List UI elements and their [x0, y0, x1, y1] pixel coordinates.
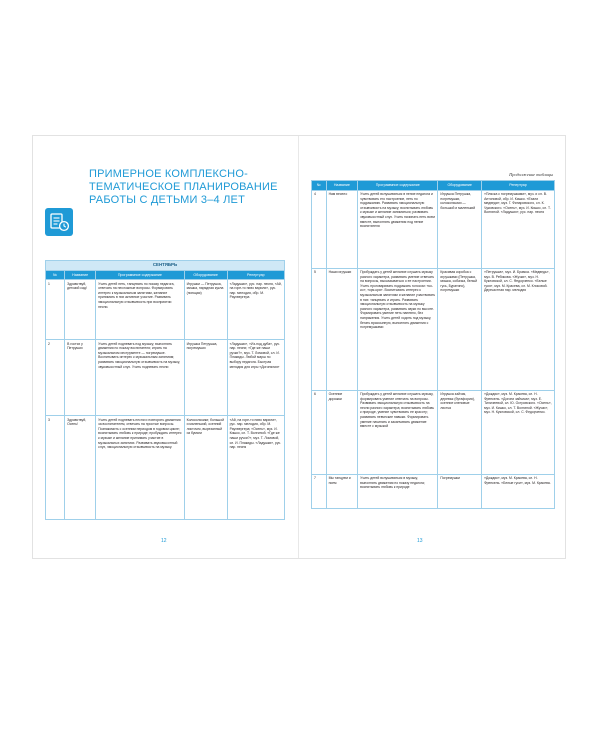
cell-name: Осенние дорожки	[326, 390, 358, 474]
cell-program: Пробуждать у детей желание слушать музыку разного характера, развивать умение отвечать на вопросы, высказываться о ее настроении. Учить проговаривать подражать голосом: «ко-ко», «кря-кря». Воспитывать интерес к музыкальным занятиям и желание участвовать в них: танцевать и играть. Развивать эмоциональную отзывчивость на музыку разного характера, развивать звуки по высоте. Формировать умение петь напевно, без напряжения. Учить детей ходить под музыку, бегать врассыпную, выполнять движения с погремушками	[358, 268, 438, 390]
cell-num: 4	[312, 190, 327, 268]
cell-repertoire: «Ай, на горе-то пиво варили», рус. нар. мелодия, обр. М. Раухвергера; «Осень», муз. И. Кишко, сл. Т. Волгиной. «Где же наши ручки?», муз. Т. Ломовой, сл. И. Плакиды. «Ладушки», рус. нар. песня	[227, 416, 284, 520]
cell-num: 1	[46, 280, 65, 340]
month-row	[46, 261, 285, 271]
cell-repertoire: «Ладушки», рус. нар. песня, «Ай, на горе-то пиво варили», рус. нар. мелодия, обр. М. Раухвергера	[227, 280, 284, 340]
cell-repertoire: «Дождик», муз. М. Красева, сл. Н. Френкель. «Белые гуси», муз. М. Красева.	[482, 474, 555, 508]
cell-name: Мы танцуем и поем	[326, 474, 358, 508]
table-row	[312, 390, 555, 474]
table-row	[312, 268, 555, 390]
cell-program: Пробуждать у детей желание слушать музыку, формировать умение отвечать на вопросы. Развивать эмоциональную отзывчивость на песни разного характера; воспитывать любовь к природе, умение чувствовать ее красоту; развивать певческие навыки. Формировать умение начинать и заканчивать движение вместе с музыкой	[358, 390, 438, 474]
book-spread	[32, 135, 566, 559]
cell-program: Учить детей подпевать песни и повторять движения за воспитателем, отвечать на простые вопросы. Познакомить с осенним периодом в годовом цикле; воспитывать любовь к природе; пробуждать интерес к музыке и желание принимать участие в музыкальных занятиях. Развивать звуковысотный слух, эмоциональную отзывчивость на музыку.	[96, 416, 184, 520]
page-title	[89, 168, 289, 207]
cell-repertoire: «Петрушка», муз. И. Брамса. «Медведь», муз. В. Ребикова. «Жучки», муз. Н. Кукловской, сл. С. Федорченко. «Белые гуси», муз. М. Красева, сл. М. Клоковой. Двухчастная нар. мелодия	[482, 268, 555, 390]
cell-name: В гостях у Петрушки	[65, 340, 96, 416]
title-line-3: РАБОТЫ С ДЕТЬМИ 3–4 ЛЕТ	[89, 194, 245, 206]
table-row	[46, 280, 285, 340]
cell-equipment: Погремушки	[438, 474, 482, 508]
right-page	[299, 136, 565, 558]
plan-table-september	[45, 260, 285, 520]
cell-num: 5	[312, 268, 327, 390]
table-row	[46, 416, 285, 520]
cell-repertoire: «Дождик», муз. М. Красева, сл. Н. Френкель. «Догони зайчика», муз. Е. Тиличеевой, сл. Ю. Островского. «Осень», муз. И. Кишко, сл. Т. Волгиной. «Жучки», муз. Н. Кукловской, сл. С. Федорченко.	[482, 390, 555, 474]
cell-num: 2	[46, 340, 65, 416]
cell-equipment: Колокольчики; большой и маленький, осенний листочек, вырезанный из бумаги	[184, 416, 227, 520]
cell-repertoire: «Пляска с погремушками», муз. и сл. В. Антоновой, обр. И. Кишко. «Ехали медведи», муз. Г. Финаровского, сл. К. Чуковского. «Осень», муз. И. Кишко, сл. Т. Волгиной. «Ладушки», рус. нар. песня	[482, 190, 555, 268]
continuation-note: Продолжение таблицы	[509, 172, 553, 177]
cell-program: Учить детей петь, танцевать по показу педагога, отвечать на несложные вопросы. Формировать интерес к музыкальным занятиям, желание принимать в них активное участие. Развивать эмоциональную отзывчивость при восприятии песни.	[96, 280, 184, 340]
cell-num: 6	[312, 390, 327, 474]
table-header	[312, 181, 555, 191]
cell-program: Учить детей вслушиваться в музыку, выполнять движения по показу педагога; воспитывать любовь к природе	[358, 474, 438, 508]
column-header: №	[312, 181, 327, 191]
title-line-1: ПРИМЕРНОЕ КОМПЛЕКСНО-	[89, 168, 248, 180]
cell-equipment: Игрушка зайчик, деревья (бутафория), осенние кленовые листья	[438, 390, 482, 474]
left-page	[33, 136, 299, 558]
checklist-clock-icon	[45, 208, 73, 236]
column-header: Программное содержание	[96, 270, 184, 280]
cell-num: 3	[46, 416, 65, 520]
column-header: Оборудование	[184, 270, 227, 280]
cell-name: Нам весело	[326, 190, 358, 268]
table-row	[312, 190, 555, 268]
table-row	[46, 340, 285, 416]
table-row	[312, 474, 555, 508]
cell-equipment: Игрушки — Петрушка, мишка, нарядная кукла (поющая)	[184, 280, 227, 340]
column-header: №	[46, 270, 65, 280]
column-header: Название	[65, 270, 96, 280]
cell-program: Учить детей подпевать под музыку; выполнять движения по показу воспитателя; играть на музыкальном инструменте — погремушке. Воспитывать интерес к музыкальным занятиям; развивать эмоциональную отзывчивость на музыку, звуковысотный слух. Учить подпевать песни	[96, 340, 184, 416]
plan-table-continued	[311, 180, 555, 509]
cell-name: Здравствуй, Осень!	[65, 416, 96, 520]
cell-name: Наши игрушки	[326, 268, 358, 390]
column-header: Репертуар	[227, 270, 284, 280]
page-number: 12	[161, 538, 167, 544]
column-header: Оборудование	[438, 181, 482, 191]
title-line-2: ТЕМАТИЧЕСКОЕ ПЛАНИРОВАНИЕ	[89, 181, 278, 193]
column-header: Программное содержание	[358, 181, 438, 191]
table-header	[46, 270, 285, 280]
month-label: СЕНТЯБРЬ	[46, 261, 285, 271]
cell-equipment: Красивая коробка с игрушками (Петрушка, мишка, собачка, белый гусь, Буратино), погремушки	[438, 268, 482, 390]
cell-repertoire: «Ладушки», «Из-под дуба», рус. нар. песни; «Где же наши ручки?», муз. Т. Ломовой, сл. И. Плакиды. Любой марш по выбору педагога. Быстрая мелодия для игры «Догонялки»	[227, 340, 284, 416]
cell-num: 7	[312, 474, 327, 508]
page-number: 13	[417, 538, 423, 544]
cell-name: Здравствуй, детский сад!	[65, 280, 96, 340]
cell-equipment: Игрушка Петрушка, погремушки, колокольчики — большой и маленький	[438, 190, 482, 268]
column-header: Название	[326, 181, 358, 191]
column-header: Репертуар	[482, 181, 555, 191]
cell-equipment: Игрушка Петрушка, погремушки	[184, 340, 227, 416]
cell-program: Учить детей вслушиваться в пение педагога и чувствовать его настроение, петь по подражанию. Развивать эмоциональную отзывчивость на музыку; воспитывать любовь к музыке и желание заниматься; развивать звуковысотный слух. Учить начинать петь всем вместе, выполнять движения под пение воспитателя	[358, 190, 438, 268]
